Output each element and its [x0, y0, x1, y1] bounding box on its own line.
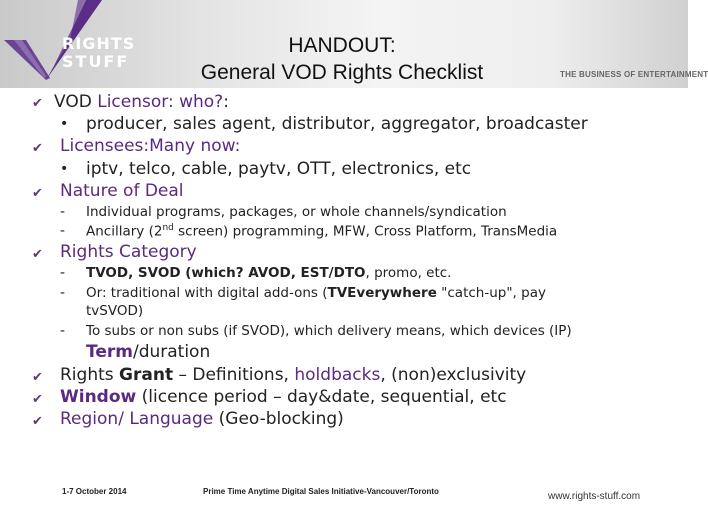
dash-marker: - — [60, 285, 66, 301]
deal-detail-2-b: screen) programming, MFW, Cross Platform, TransMedia — [173, 223, 558, 240]
checkmark-icon: ✔ — [32, 392, 43, 407]
licensor-suffix: : — [223, 92, 229, 112]
category-detail-2-bold: TVEverywhere — [327, 285, 437, 301]
rights-stuff-logo — [0, 0, 150, 88]
deal-detail-2 — [86, 223, 557, 240]
grant-bold: Grant — [119, 365, 174, 385]
item-licensees: Licensees:Many now: — [60, 136, 241, 156]
page-title — [150, 32, 534, 86]
deal-detail-1: Individual programs, packages, or whole channels/syndication — [86, 204, 507, 220]
term-rest: /duration — [132, 342, 211, 362]
footer-website: www.rights-stuff.com — [548, 491, 641, 502]
licensor-prefix: VOD — [54, 92, 98, 112]
category-detail-1 — [86, 265, 451, 281]
term-bold: Term — [86, 342, 133, 362]
dash-marker: - — [60, 223, 66, 239]
item-region-language — [60, 409, 344, 429]
checkmark-icon: ✔ — [32, 96, 43, 111]
category-detail-1-rest: , promo, etc. — [365, 265, 452, 281]
licensor-detail: producer, sales agent, distributor, aggregator, broadcaster — [86, 114, 588, 134]
term-line — [86, 342, 210, 362]
logo-text-rights: RIGHTS — [62, 34, 136, 53]
window-bold: Window — [60, 387, 137, 407]
tagline: THE BUSINESS OF ENTERTAINMENT — [560, 70, 708, 79]
footer-date: 1-7 October 2014 — [62, 487, 127, 496]
category-detail-2-a: Or: traditional with digital add-ons ( — [86, 285, 328, 301]
title-line-1: HANDOUT: — [288, 34, 396, 57]
checkmark-icon: ✔ — [32, 186, 43, 201]
category-detail-2 — [86, 285, 546, 301]
licensees-detail: iptv, telco, cable, paytv, OTT, electronics, etc — [86, 159, 472, 179]
item-rights-grant — [60, 365, 526, 385]
deal-detail-2-sup: nd — [162, 223, 174, 233]
dash-marker: - — [60, 323, 66, 339]
title-line-2: General VOD Rights Checklist — [200, 61, 484, 84]
category-detail-2-b: "catch-up", pay — [436, 285, 546, 301]
grant-a: Rights — [60, 365, 120, 385]
licensor-label: Licensor: who? — [97, 92, 224, 112]
category-detail-1-bold: TVOD, SVOD (which? AVOD, EST/DTO — [86, 265, 366, 281]
deal-detail-2-a: Ancillary (2 — [86, 223, 163, 240]
item-window — [60, 387, 507, 407]
checkmark-icon: ✔ — [32, 370, 43, 385]
grant-c: , (non)exclusivity — [380, 365, 527, 385]
footer-event: Prime Time Anytime Digital Sales Initiative-Vancouver/Toronto — [203, 487, 439, 496]
logo-text-stuff: STUFF — [62, 52, 130, 71]
bullet-icon: • — [60, 116, 69, 132]
header-banner — [0, 0, 708, 88]
region-purple: Region/ Language — [60, 409, 214, 429]
item-rights-category: Rights Category — [60, 242, 197, 262]
checkmark-icon: ✔ — [32, 247, 43, 262]
dash-marker: - — [60, 204, 66, 220]
category-detail-2-cont: tvSVOD) — [86, 303, 144, 319]
window-rest: (licence period – day&date, sequential, etc — [136, 387, 507, 407]
item-nature-of-deal: Nature of Deal — [60, 181, 184, 201]
region-rest: (Geo-blocking) — [213, 409, 344, 429]
dash-marker: - — [60, 265, 66, 281]
item-licensor — [54, 92, 229, 112]
checkmark-icon: ✔ — [32, 141, 43, 156]
grant-b: – Definitions, — [173, 365, 295, 385]
category-detail-3: To subs or non subs (if SVOD), which delivery means, which devices (IP) — [86, 323, 572, 339]
grant-holdbacks: holdbacks — [294, 365, 381, 385]
bullet-icon: • — [60, 161, 69, 177]
checkmark-icon: ✔ — [32, 414, 43, 429]
